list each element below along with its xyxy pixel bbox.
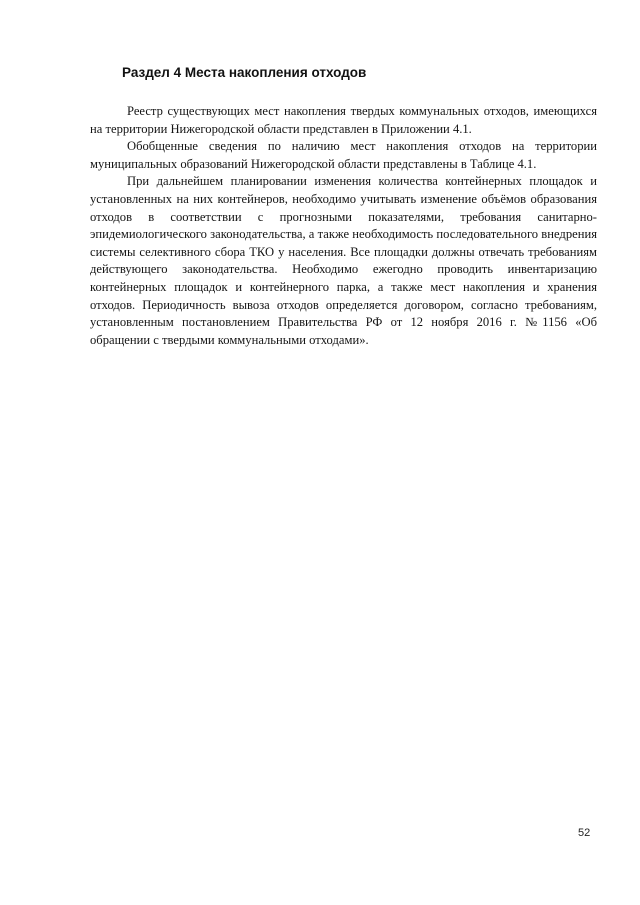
paragraph-summary: Обобщенные сведения по наличию мест накопления отходов на территории муниципальных образований Нижегородской области представлены в Таблице 4.1. bbox=[90, 139, 597, 171]
paragraph-planning: При дальнейшем планировании изменения количества контейнерных площадок и установленных на них контейнеров, необходимо учитывать изменение объёмов образования отходов в соответствии с прогнозными показателями, требования санитарно-эпидемиологического законодательства, а также необходимость последовательного внедрения системы селективного сбора ТКО у населения. Все площадки должны отвечать требованиям действующего законодательства. Необходимо ежегодно проводить инвентаризацию контейнерных площадок и контейнерного парка, а также мест накопления и хранения отходов. Периодичность вывоза отходов определяется договором, согласно требованиям, установленным постановлением Правительства РФ от 12 ноября 2016 г. №1156 «Об обращении с твердыми коммунальными отходами». bbox=[90, 174, 597, 347]
section-title: Раздел 4 Места накопления отходов bbox=[122, 65, 367, 80]
body-text bbox=[90, 103, 597, 349]
page-number: 52 bbox=[578, 827, 591, 839]
paragraph-registry: Реестр существующих мест накопления твердых коммунальных отходов, имеющихся на территории Нижегородской области представлен в Приложении 4.1. bbox=[90, 104, 597, 136]
